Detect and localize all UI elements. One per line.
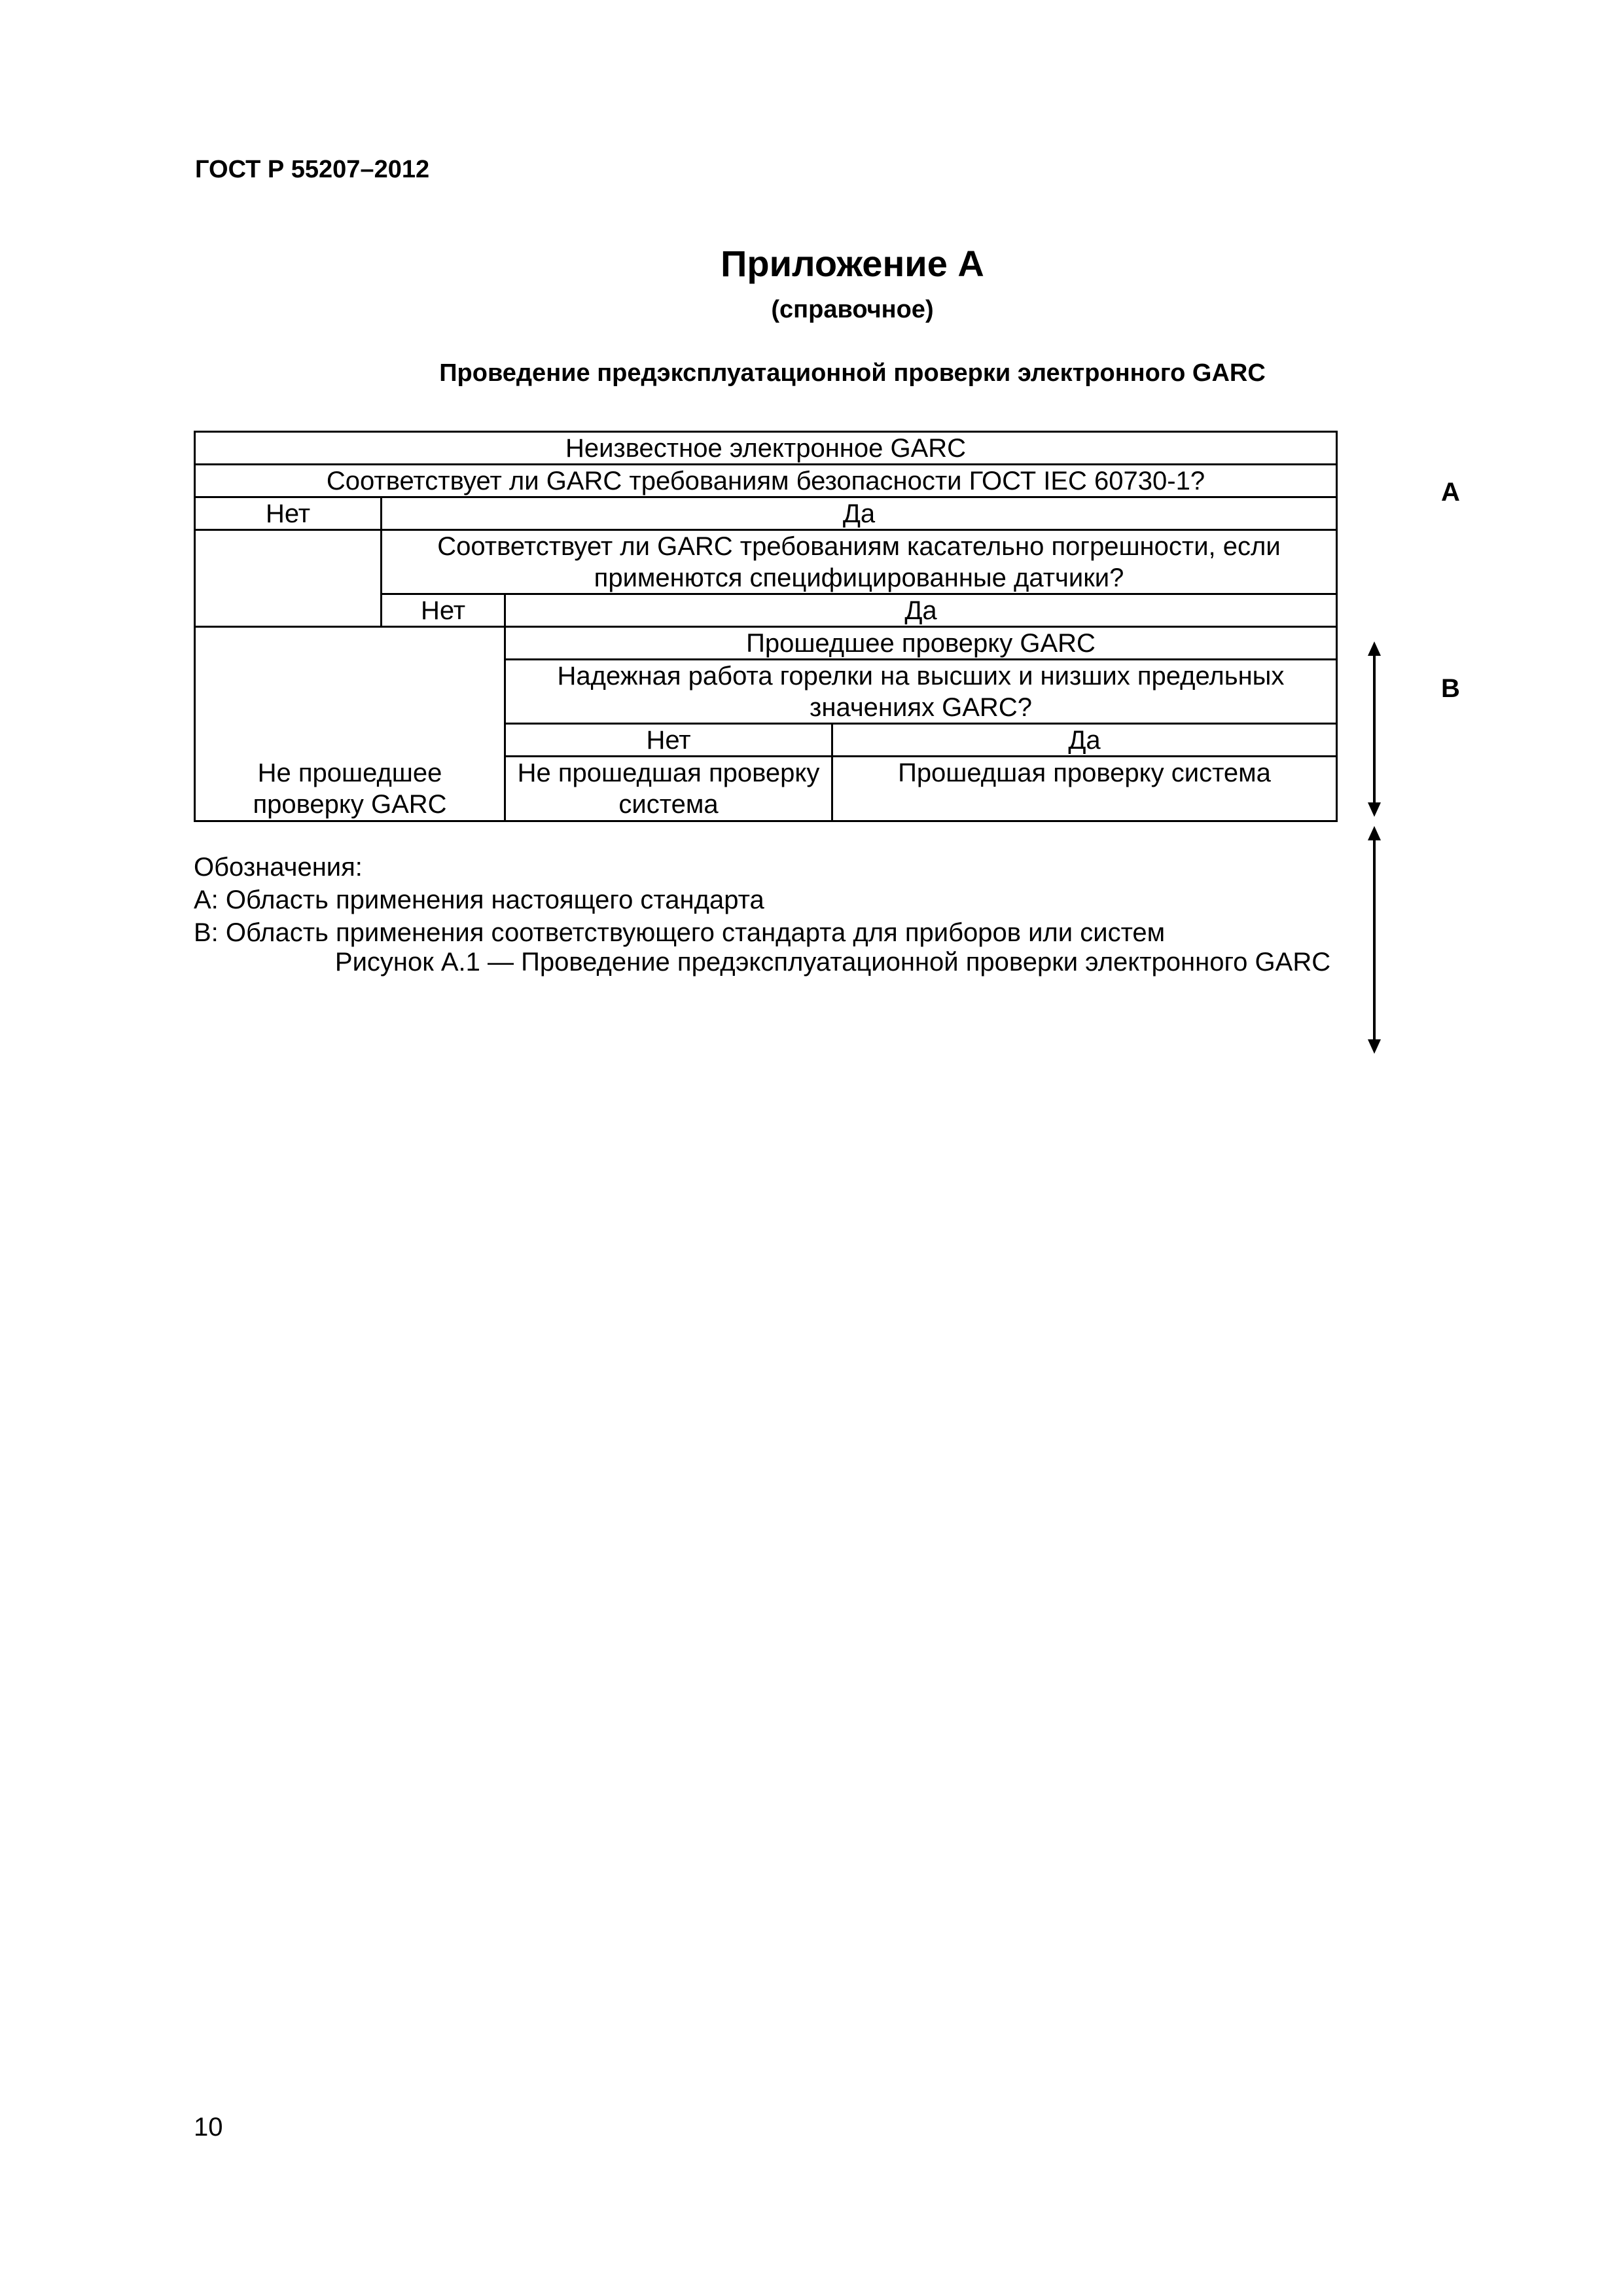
cell-empty — [194, 529, 382, 628]
legend-item-a: A: Область применения настоящего стандарта — [194, 886, 764, 914]
cell-accuracy-question: Соответствует ли GARC требованиям касательно погрешности, если применются специфицированные датчики? — [380, 529, 1338, 595]
cell-burner-question: Надежная работа горелки на высших и низших предельных значениях GARC? — [504, 658, 1338, 725]
legend — [194, 851, 1165, 949]
annex-title: Приложение А — [721, 243, 984, 284]
cell-safety-no: Нет — [194, 496, 382, 531]
cell-safety-yes: Да — [380, 496, 1338, 531]
annex-subtitle: (справочное) — [771, 296, 934, 323]
cell-safety-question: Соответствует ли GARC требованиям безопасности ГОСТ IEC 60730-1? — [194, 463, 1338, 498]
scope-arrow-upper — [1368, 641, 1381, 817]
page-number: 10 — [194, 2113, 223, 2142]
cell-passed-garc: Прошедшее проверку GARC — [504, 626, 1338, 660]
cell-failed-garc: Не прошедшее проверку GARC — [194, 626, 506, 822]
cell-accuracy-yes: Да — [504, 593, 1338, 628]
flowchart-table — [194, 431, 1338, 822]
scope-arrows — [1355, 641, 1394, 1073]
zone-b-label: B — [1441, 674, 1460, 703]
cell-accuracy-no: Нет — [380, 593, 506, 628]
cell-unknown-garc: Неизвестное электронное GARC — [194, 431, 1338, 465]
figure-caption: Рисунок А.1 — Проведение предэксплуатационной проверки электронного GARC — [334, 948, 1331, 977]
scope-arrow-lower — [1368, 826, 1381, 1054]
legend-item-b: B: Область применения соответствующего стандарта для приборов или систем — [194, 918, 1166, 947]
cell-passed-system: Прошедшая проверку система — [831, 755, 1338, 822]
cell-failed-system: Не прошедшая проверку система — [504, 755, 833, 822]
legend-heading: Обозначения: — [194, 853, 363, 882]
zone-a-label: A — [1441, 478, 1460, 507]
cell-burner-no: Нет — [504, 723, 833, 757]
cell-burner-yes: Да — [831, 723, 1338, 757]
section-title: Проведение предэксплуатационной проверки электронного GARC — [439, 359, 1266, 387]
document-code: ГОСТ Р 55207–2012 — [195, 156, 430, 183]
